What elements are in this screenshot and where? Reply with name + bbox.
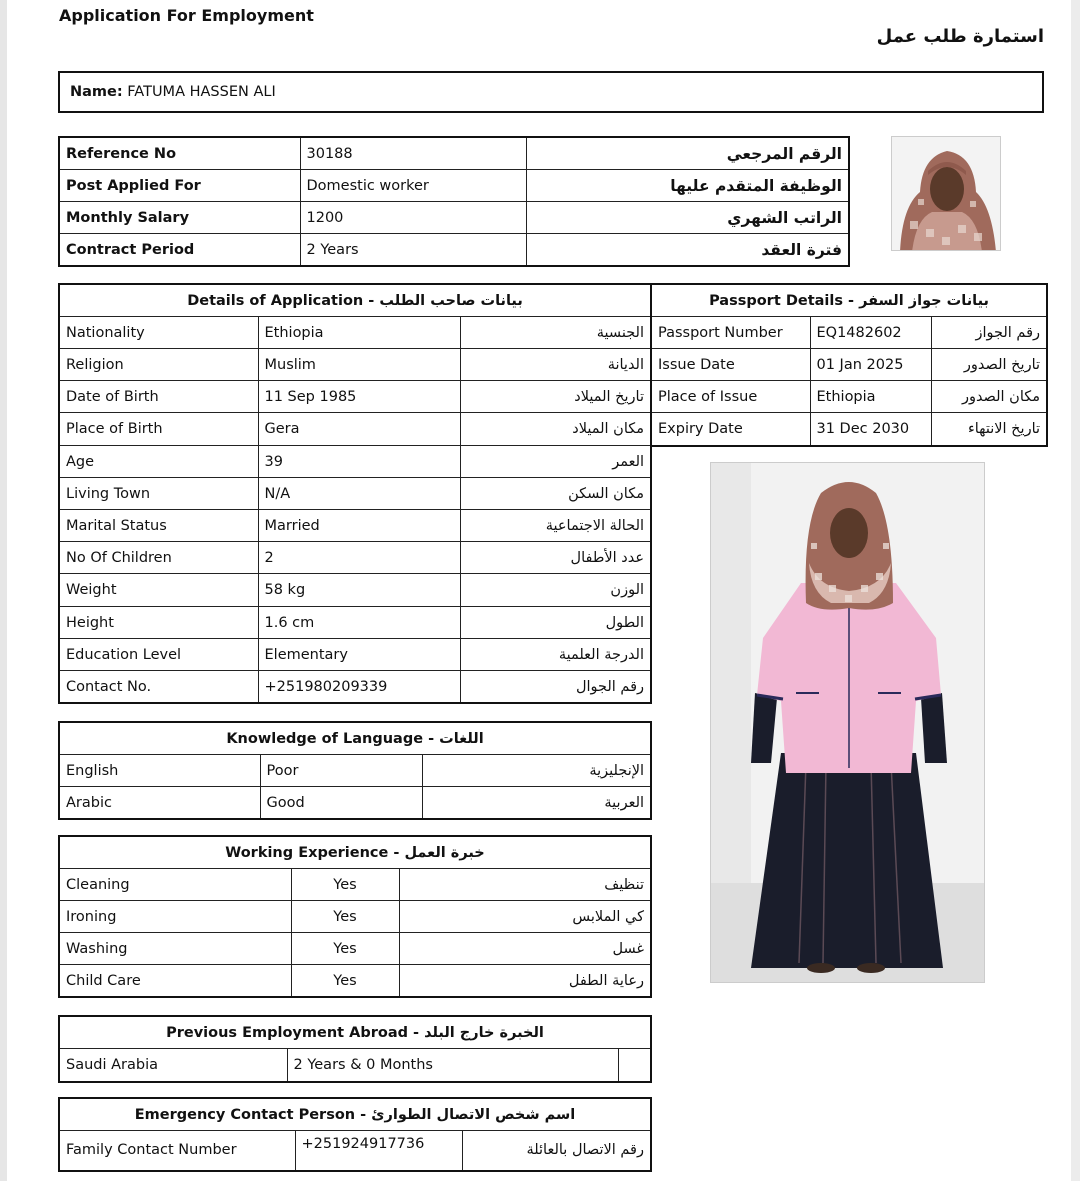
scrollbar[interactable]: [1071, 0, 1080, 1181]
field-label: Religion: [59, 349, 258, 381]
field-value: Ethiopia: [810, 381, 931, 413]
table-row: [59, 446, 651, 478]
field-label-arabic: مكان الصدور: [931, 381, 1047, 413]
field-label: Height: [59, 607, 258, 639]
field-value: 31 Dec 2030: [810, 413, 931, 446]
skill-name: Washing: [59, 933, 291, 965]
summary-table: [58, 136, 850, 267]
emergency-title: Emergency Contact Person - اسم شخص الاتصال الطوارئ: [59, 1098, 651, 1131]
skill-value: Yes: [291, 933, 399, 965]
field-value: +251980209339: [258, 671, 460, 704]
table-header-row: [59, 1016, 651, 1049]
table-row: [59, 381, 651, 413]
summary-label: Contract Period: [59, 234, 300, 267]
table-header-row: [59, 836, 651, 869]
field-label-arabic: الجنسية: [460, 317, 651, 349]
abroad-duration: 2 Years & 0 Months: [287, 1049, 618, 1082]
language-title: Knowledge of Language - اللغات: [59, 722, 651, 755]
table-row: [651, 317, 1047, 349]
applicant-full-photo: [710, 462, 985, 983]
experience-table: [58, 835, 652, 998]
field-value: Ethiopia: [258, 317, 460, 349]
field-label-arabic: الطول: [460, 607, 651, 639]
table-row: [59, 137, 849, 170]
field-value: Gera: [258, 413, 460, 446]
field-label: No Of Children: [59, 542, 258, 574]
field-value: 39: [258, 446, 460, 478]
field-value: N/A: [258, 478, 460, 510]
language-table: [58, 721, 652, 820]
field-value: Muslim: [258, 349, 460, 381]
summary-value: 30188: [300, 137, 526, 170]
field-value: EQ1482602: [810, 317, 931, 349]
summary-label-arabic: الرقم المرجعي: [526, 137, 849, 170]
emergency-label: Family Contact Number: [59, 1131, 295, 1171]
summary-value: 1200: [300, 202, 526, 234]
language-level: Poor: [260, 755, 422, 787]
name-box: [58, 71, 1044, 113]
field-label-arabic: تاريخ الميلاد: [460, 381, 651, 413]
field-label-arabic: مكان السكن: [460, 478, 651, 510]
table-row: [59, 542, 651, 574]
abroad-country: Saudi Arabia: [59, 1049, 287, 1082]
summary-label: Reference No: [59, 137, 300, 170]
field-label-arabic: العمر: [460, 446, 651, 478]
field-label: Marital Status: [59, 510, 258, 542]
field-label-arabic: تاريخ الصدور: [931, 349, 1047, 381]
field-value: 11 Sep 1985: [258, 381, 460, 413]
table-header-row: [59, 722, 651, 755]
table-row: [59, 317, 651, 349]
summary-label-arabic: فترة العقد: [526, 234, 849, 267]
field-label-arabic: رقم الجواز: [931, 317, 1047, 349]
skill-name: Ironing: [59, 901, 291, 933]
field-label-arabic: الوزن: [460, 574, 651, 607]
emergency-number: +251924917736: [295, 1131, 462, 1171]
table-row: [59, 965, 651, 998]
field-label: Education Level: [59, 639, 258, 671]
page-title: Application For Employment: [59, 6, 314, 25]
table-row: [59, 234, 849, 267]
language-name: English: [59, 755, 260, 787]
experience-title: Working Experience - خبرة العمل: [59, 836, 651, 869]
table-row: [59, 1131, 651, 1171]
field-label-arabic: عدد الأطفال: [460, 542, 651, 574]
field-label-arabic: الديانة: [460, 349, 651, 381]
language-name-arabic: العربية: [422, 787, 651, 820]
language-name: Arabic: [59, 787, 260, 820]
full-photo-image: [711, 463, 985, 983]
table-row: [59, 639, 651, 671]
field-label-arabic: تاريخ الانتهاء: [931, 413, 1047, 446]
table-row: [59, 574, 651, 607]
field-value: 01 Jan 2025: [810, 349, 931, 381]
field-label: Nationality: [59, 317, 258, 349]
table-row: [59, 510, 651, 542]
summary-label: Monthly Salary: [59, 202, 300, 234]
table-row: [59, 478, 651, 510]
field-label: Contact No.: [59, 671, 258, 704]
language-name-arabic: الإنجليزية: [422, 755, 651, 787]
skill-name-arabic: رعاية الطفل: [399, 965, 651, 998]
abroad-table: [58, 1015, 652, 1083]
abroad-extra: [618, 1049, 651, 1082]
field-label: Place of Birth: [59, 413, 258, 446]
application-title: Details of Application - بيانات صاحب الطلب: [59, 284, 651, 317]
field-label: Living Town: [59, 478, 258, 510]
skill-name-arabic: غسل: [399, 933, 651, 965]
table-row: [651, 349, 1047, 381]
field-label: Age: [59, 446, 258, 478]
table-header-row: [651, 284, 1047, 317]
summary-label: Post Applied For: [59, 170, 300, 202]
table-row: [651, 413, 1047, 446]
summary-label-arabic: الوظيفة المتقدم عليها: [526, 170, 849, 202]
table-row: [59, 671, 651, 704]
table-row: [59, 413, 651, 446]
field-label-arabic: الحالة الاجتماعية: [460, 510, 651, 542]
field-label: Date of Birth: [59, 381, 258, 413]
field-value: 1.6 cm: [258, 607, 460, 639]
table-row: [59, 869, 651, 901]
skill-name: Cleaning: [59, 869, 291, 901]
table-row: [59, 202, 849, 234]
field-label-arabic: الدرجة العلمية: [460, 639, 651, 671]
emergency-label-arabic: رقم الاتصال بالعائلة: [462, 1131, 651, 1171]
table-row: [59, 933, 651, 965]
table-row: [59, 787, 651, 820]
language-level: Good: [260, 787, 422, 820]
summary-value: Domestic worker: [300, 170, 526, 202]
table-row: [59, 901, 651, 933]
skill-name-arabic: تنظيف: [399, 869, 651, 901]
field-value: Married: [258, 510, 460, 542]
field-label-arabic: مكان الميلاد: [460, 413, 651, 446]
skill-value: Yes: [291, 965, 399, 998]
field-label: Issue Date: [651, 349, 810, 381]
skill-value: Yes: [291, 869, 399, 901]
page-left-edge: [0, 0, 7, 1181]
page-title-arabic: استمارة طلب عمل: [876, 26, 1044, 47]
field-value: 2: [258, 542, 460, 574]
name-label: Name:: [70, 84, 123, 100]
field-label: Passport Number: [651, 317, 810, 349]
skill-name-arabic: كي الملابس: [399, 901, 651, 933]
table-header-row: [59, 1098, 651, 1131]
field-value: 58 kg: [258, 574, 460, 607]
field-label: Weight: [59, 574, 258, 607]
table-row: [651, 381, 1047, 413]
passport-title: Passport Details - بيانات جواز السفر: [651, 284, 1047, 317]
summary-value: 2 Years: [300, 234, 526, 267]
skill-name: Child Care: [59, 965, 291, 998]
field-label: Place of Issue: [651, 381, 810, 413]
table-row: [59, 607, 651, 639]
field-value: Elementary: [258, 639, 460, 671]
skill-value: Yes: [291, 901, 399, 933]
field-label-arabic: رقم الجوال: [460, 671, 651, 704]
applicant-headshot: [891, 136, 1001, 251]
table-header-row: [59, 284, 651, 317]
field-label: Expiry Date: [651, 413, 810, 446]
applicant-name: FATUMA HASSEN ALI: [127, 84, 276, 100]
passport-table: [650, 283, 1048, 447]
table-row: [59, 170, 849, 202]
application-table: [58, 283, 652, 704]
headshot-image: [892, 137, 1001, 251]
table-row: [59, 1049, 651, 1082]
abroad-title: Previous Employment Abroad - الخبرة خارج البلد: [59, 1016, 651, 1049]
table-row: [59, 349, 651, 381]
table-row: [59, 755, 651, 787]
emergency-table: [58, 1097, 652, 1172]
summary-label-arabic: الراتب الشهري: [526, 202, 849, 234]
